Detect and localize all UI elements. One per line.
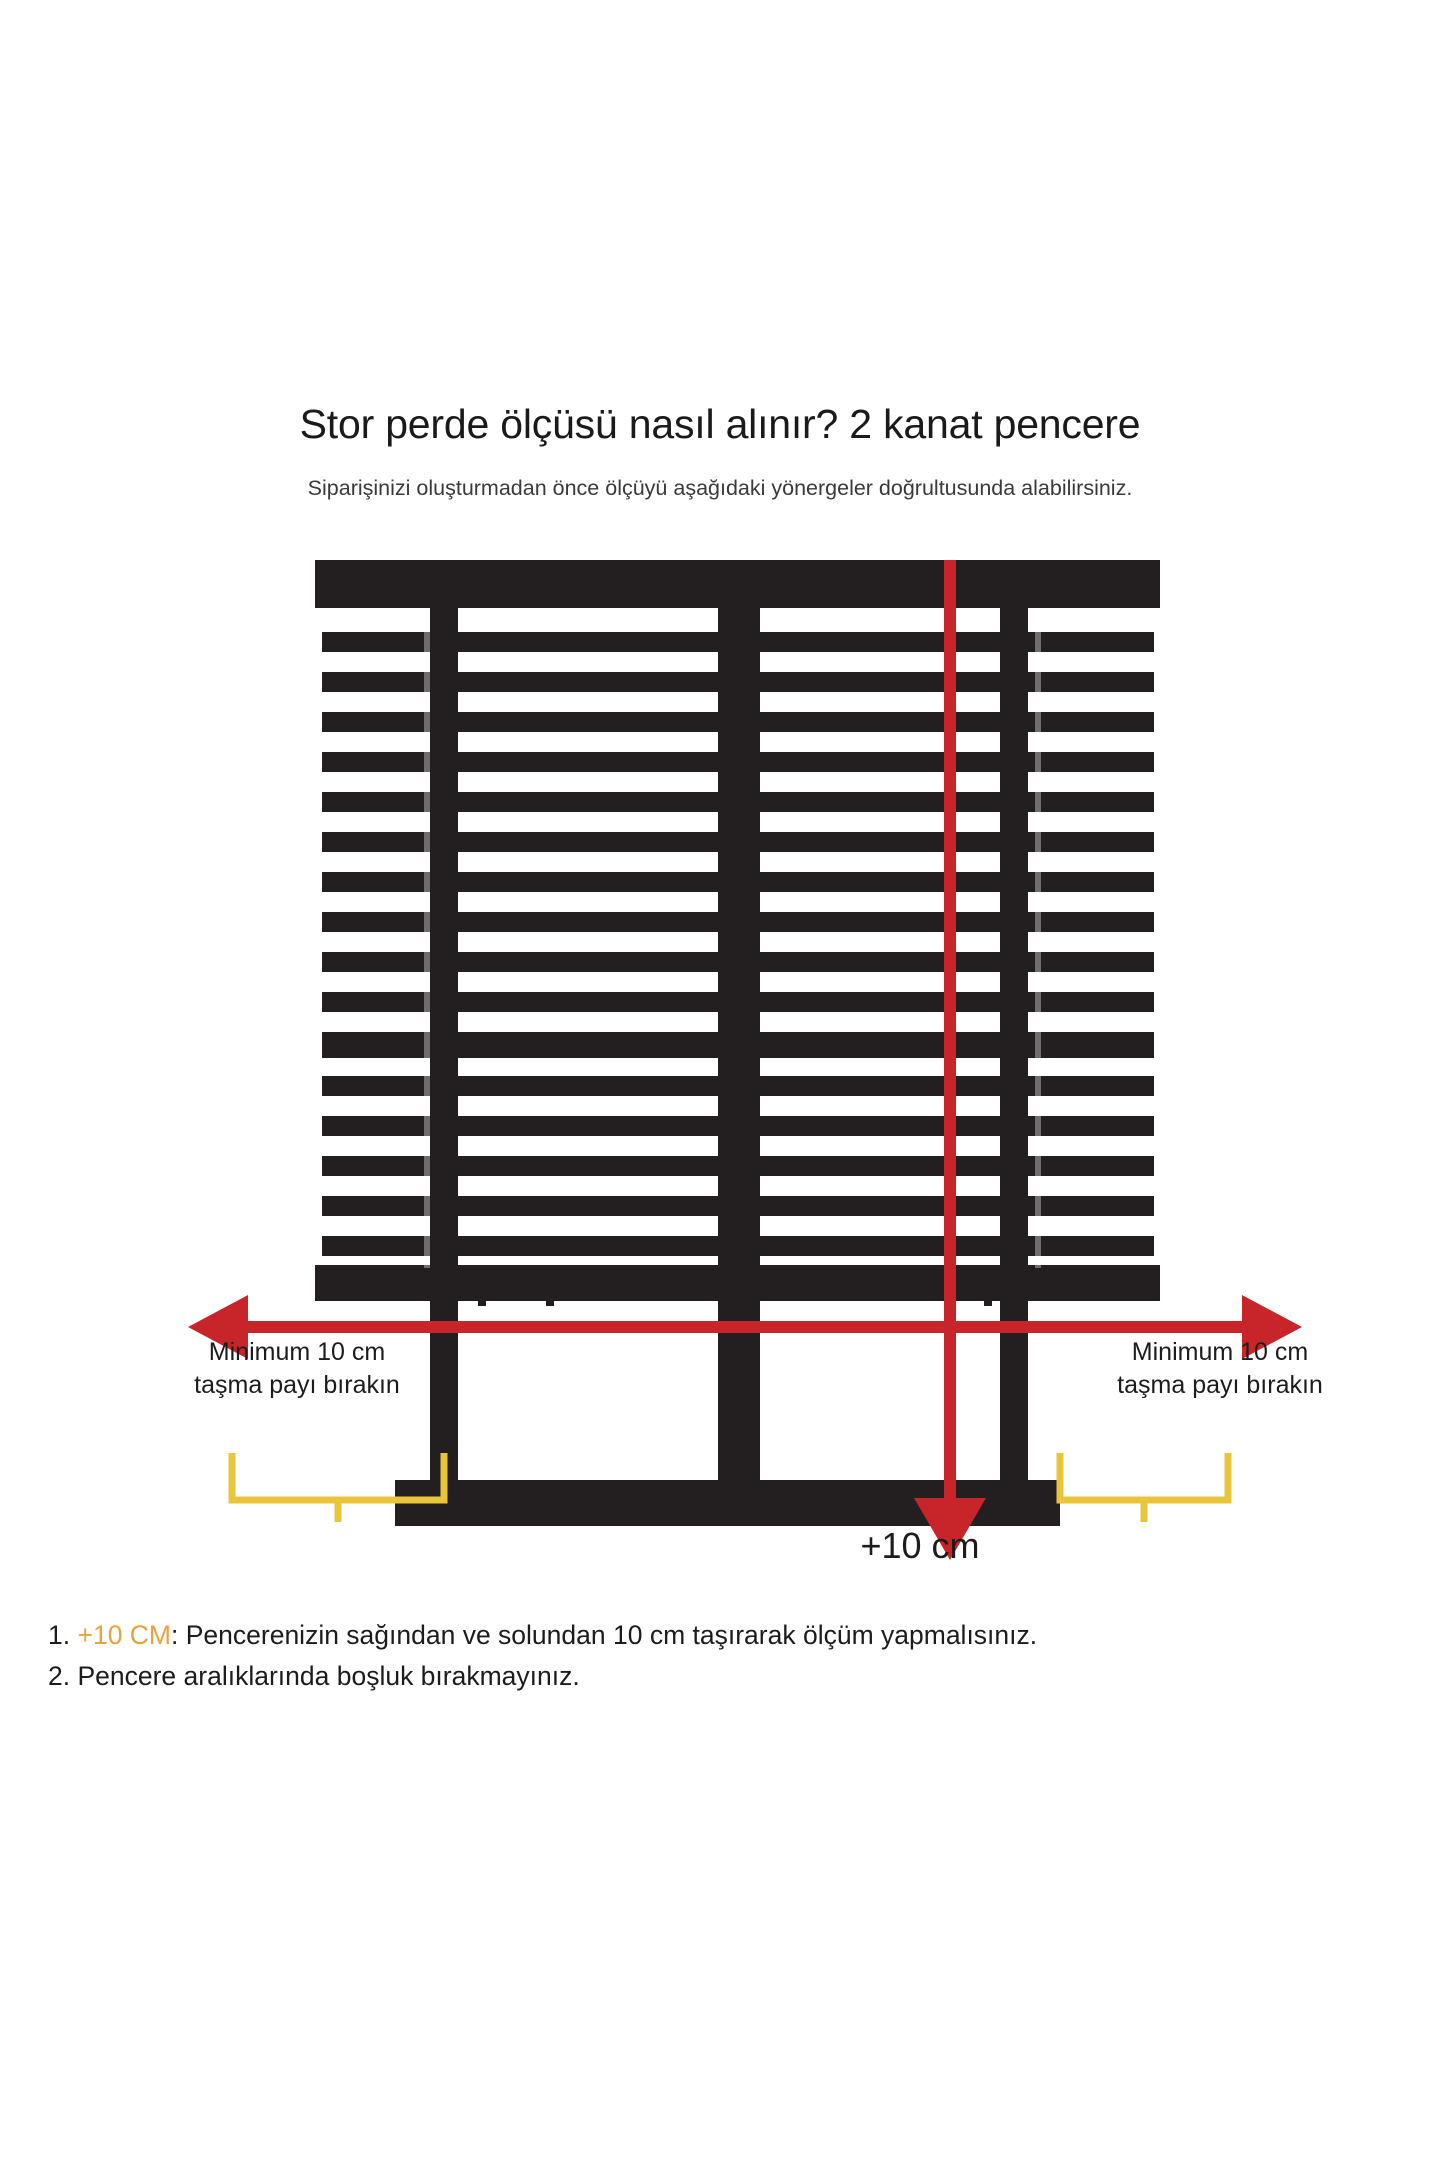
note-1-text: : Pencerenizin sağından ve solundan 10 cm taşırarak ölçüm yapmalısınız. [171,1620,1038,1650]
note-1-highlight: +10 CM [77,1620,172,1650]
left-margin-label-line2: taşma payı bırakın [194,1371,400,1399]
bottom-overhang-label: +10 cm [860,1525,980,1566]
note-1-number: 1. [48,1620,71,1650]
right-margin-label [1070,1336,1370,1402]
page-title: Stor perde ölçüsü nasıl alınır? 2 kanat pencere [299,401,1141,447]
note-item-1 [48,1617,1408,1654]
brace-right-icon [1060,1453,1228,1522]
heading-block [0,400,1440,503]
left-margin-label-line1: Minimum 10 cm [208,1338,386,1366]
notes-list [48,1617,1408,1698]
page-subtitle: Siparişinizi oluşturmadan önce ölçüyü aşağıdaki yönergeler doğrultusunda alabilirsiniz. [307,476,1133,501]
note-item-2: 2. Pencere aralıklarında boşluk bırakmayınız. [48,1660,580,1691]
measurement-diagram [0,560,1440,1610]
right-margin-label-line1: Minimum 10 cm [1131,1338,1309,1366]
right-margin-label-line2: taşma payı bırakın [1117,1371,1323,1399]
arrow-down-icon [914,560,986,1560]
left-margin-label [152,1336,442,1402]
